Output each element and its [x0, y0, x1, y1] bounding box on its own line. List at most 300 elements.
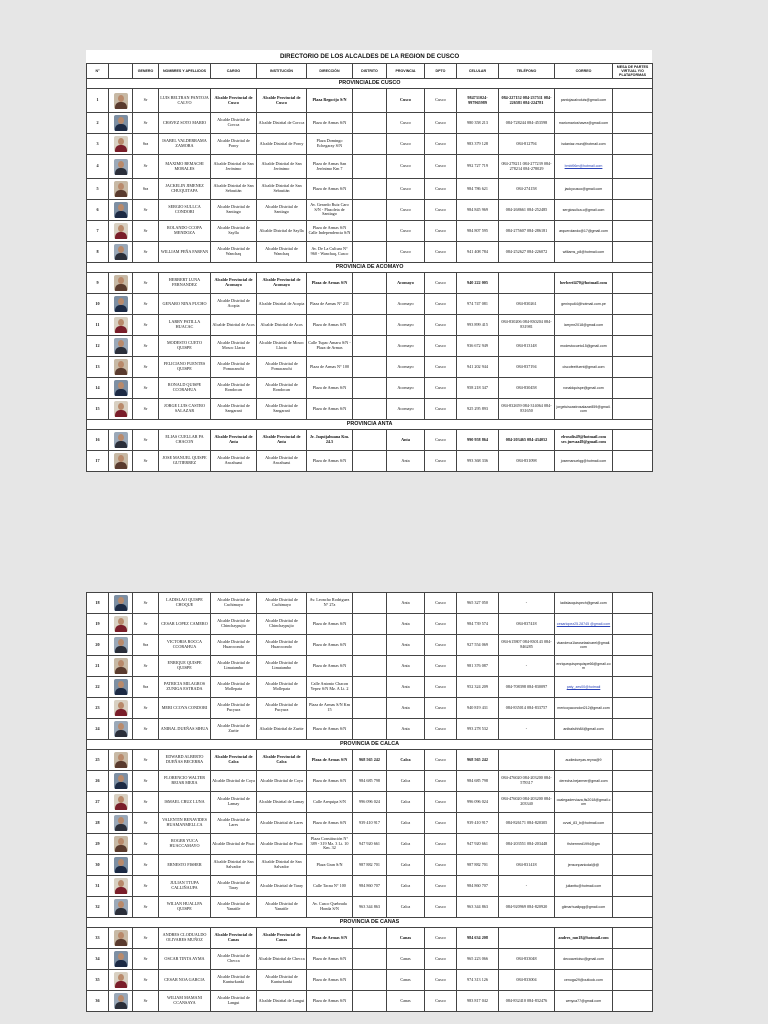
virtual-desk [613, 750, 653, 771]
mayor-photo [114, 453, 128, 469]
virtual-desk [613, 134, 653, 155]
department: Cusco [425, 399, 457, 420]
column-header: DISTRITO [353, 64, 387, 79]
institution: Alcalde Distrital de Pucyura [257, 698, 307, 719]
table-row [87, 134, 653, 155]
district [353, 179, 387, 200]
full-name: SERGIO SULLCA CONDORI [159, 200, 211, 221]
district [353, 221, 387, 242]
institution: Alcalde Provincial de Calca [257, 750, 307, 771]
district [353, 719, 387, 740]
address: Plaza de Armas S/N [307, 399, 353, 420]
gender: Sr [133, 155, 159, 179]
mobile: 974 747 081 [457, 294, 499, 315]
email: josemanuelqg@hotmail.com [555, 451, 613, 472]
row-number: 16 [87, 430, 109, 451]
table-row [87, 771, 653, 792]
position: Alcalde Distrital de Pucyura [211, 698, 257, 719]
photo-cell [109, 614, 133, 635]
district: 963 344 863 [353, 897, 387, 918]
full-name: WILIAM MAMANI CCANSAYA [159, 991, 211, 1012]
address: Av. De La Cultura N° 960 - Wanchaq, Cusco [307, 242, 353, 263]
column-header: INSTITUCIÓN [257, 64, 307, 79]
address: Plaza de Armas S/N [307, 451, 353, 472]
table-row [87, 451, 653, 472]
district [353, 89, 387, 113]
address: Plaza Gran S/N [307, 855, 353, 876]
email: arquerolando@17@gmail.com [555, 221, 613, 242]
row-number: 13 [87, 357, 109, 378]
district [353, 113, 387, 134]
phone: 084-832659 084-314064 084-831650 [499, 399, 555, 420]
photo-cell [109, 970, 133, 991]
province-header [87, 918, 653, 928]
position: Alcalde Distrital de Checca [211, 949, 257, 970]
column-header: NOMBRES Y APELLIDOS [159, 64, 211, 79]
photo-cell [109, 242, 133, 263]
phone: 084-476020 084-203200 084-203340 [499, 792, 555, 813]
email: cenoga29@outlook.com [555, 970, 613, 991]
table-row [87, 750, 653, 771]
institution: Alcalde Distrital de Ancahuasi [257, 451, 307, 472]
province: Acomayo [387, 315, 425, 336]
column-header [109, 64, 133, 79]
phone: 084-278211 084-277239 084-278214 084-278029 [499, 155, 555, 179]
province: Canas [387, 970, 425, 991]
position: Alcalde Distrital de Corcca [211, 113, 257, 134]
department: Cusco [425, 294, 457, 315]
column-header: DPTO [425, 64, 457, 79]
email: audiedueyas.reyna@9 [555, 750, 613, 771]
institution: Alcalde Distrital de Santiago [257, 200, 307, 221]
gender: Sr [133, 698, 159, 719]
virtual-desk [613, 876, 653, 897]
table-row [87, 813, 653, 834]
photo-cell [109, 991, 133, 1012]
phone: 084-252627 084-226072 [499, 242, 555, 263]
table-row [87, 89, 653, 113]
department: Cusco [425, 750, 457, 771]
institution: Alcalde Distrital de Saylla [257, 221, 307, 242]
gender: Sra [133, 677, 159, 698]
table-row [87, 970, 653, 991]
phone [499, 750, 555, 771]
gender: Sr [133, 430, 159, 451]
phone: 084-831098 [499, 451, 555, 472]
district [353, 677, 387, 698]
email: herbertl470@hotmail.com [555, 273, 613, 294]
institution: Alcalde Provincial de Canas [257, 928, 307, 949]
table-row [87, 336, 653, 357]
photo-cell [109, 273, 133, 294]
institution: Alcalde Distrital de Mollepata [257, 677, 307, 698]
department: Cusco [425, 656, 457, 677]
full-name: ISABEL VALDERRAMA ZAMORA [159, 134, 211, 155]
virtual-desk [613, 273, 653, 294]
position: Alcalde Distrital de Mosoc Llacta [211, 336, 257, 357]
province: Calca [387, 897, 425, 918]
gender: Sr [133, 89, 159, 113]
phone: 084-615807 084-830143 084-846285 [499, 635, 555, 656]
position: Alcalde Provincial de Canas [211, 928, 257, 949]
email: sergiosullca.c@gmail.com [555, 200, 613, 221]
phone: 084-274158 [499, 179, 555, 200]
full-name: GENARO NINA PUCHO [159, 294, 211, 315]
district [353, 949, 387, 970]
email: ocalegaderviaza,fis2018@gmail.com [555, 792, 613, 813]
table-row [87, 949, 653, 970]
province: Cusco [387, 155, 425, 179]
position: Alcalde Provincial de Calca [211, 750, 257, 771]
gender: Sra [133, 134, 159, 155]
institution: Alcalde Distrital de Huarocondo [257, 635, 307, 656]
mobile: 941 202 944 [457, 357, 499, 378]
address: Plaza de Armas S/N [307, 719, 353, 740]
mobile: 925 295 893 [457, 399, 499, 420]
address: Plaza de Armas N° 100 [307, 357, 353, 378]
position: Alcalde Distrital de Ancahuasi [211, 451, 257, 472]
photo-cell [109, 876, 133, 897]
department: Cusco [425, 593, 457, 614]
department: Cusco [425, 855, 457, 876]
department: Cusco [425, 635, 457, 656]
province: Anta [387, 698, 425, 719]
province-name: PROVINCIA DE CALCA [87, 740, 653, 750]
full-name: JORGE LUIS CASTRO SALAZAR [159, 399, 211, 420]
row-number: 15 [87, 399, 109, 420]
phone: 084-830458 [499, 378, 555, 399]
district [353, 242, 387, 263]
row-number: 22 [87, 677, 109, 698]
virtual-desk [613, 200, 653, 221]
directory-page-1 [86, 50, 652, 472]
district [353, 357, 387, 378]
gender: Sr [133, 719, 159, 740]
table-row [87, 698, 653, 719]
department: Cusco [425, 677, 457, 698]
phone: 084-268661 084-252485 [499, 200, 555, 221]
province: Calca [387, 834, 425, 855]
full-name: ISMAEL CRUZ LUNA [159, 792, 211, 813]
position: Alcalde Distrital de San Salvador [211, 855, 257, 876]
email[interactable]: cesarlopez25.28745 @gmail.com [555, 614, 613, 635]
column-header: DIRECCIÓN [307, 64, 353, 79]
address: Plaza de Armas S/N [307, 991, 353, 1012]
province: Acomayo [387, 336, 425, 357]
full-name: MERI CCOYA CONDORI [159, 698, 211, 719]
virtual-desk [613, 89, 653, 113]
phone: 084-837418 [499, 614, 555, 635]
address: Calle Tacna N° 100 [307, 876, 353, 897]
department: Cusco [425, 991, 457, 1012]
email: ladislaoquispech@gmail.com [555, 593, 613, 614]
phone: 084-830261 [499, 294, 555, 315]
email[interactable]: bmbl96m@hotmail.com [555, 155, 613, 179]
address: Plaza de Armas S/N [307, 315, 353, 336]
province: Anta [387, 430, 425, 451]
province: Cusco [387, 242, 425, 263]
photo-cell [109, 155, 133, 179]
row-number: 34 [87, 949, 109, 970]
province: Cusco [387, 200, 425, 221]
table-row [87, 113, 653, 134]
virtual-desk [613, 991, 653, 1012]
address: Calle Antonio Chacon Yepez S/N Mz. A Lt. 2 [307, 677, 353, 698]
email[interactable]: paty_zes00@hotmail [555, 677, 613, 698]
photo-cell [109, 294, 133, 315]
full-name: ERNESTO FISHER [159, 855, 211, 876]
virtual-desk [613, 155, 653, 179]
mayor-photo [114, 815, 128, 831]
photo-cell [109, 771, 133, 792]
mobile: 993 278 532 [457, 719, 499, 740]
position: Alcalde Distrital de Langui [211, 991, 257, 1012]
row-number: 23 [87, 698, 109, 719]
district [353, 593, 387, 614]
photo-cell [109, 928, 133, 949]
position: Alcalde Distrital de Acos [211, 315, 257, 336]
table-row [87, 179, 653, 200]
row-number: 36 [87, 991, 109, 1012]
position: Alcalde Distrital de Cachimayo [211, 593, 257, 614]
position: Alcalde Distrital de Huarocondo [211, 635, 257, 656]
mayor-photo [114, 338, 128, 354]
position: Alcalde Provincial de Anta [211, 430, 257, 451]
address: Plaza de Armas S/N [307, 771, 353, 792]
virtual-desk [613, 949, 653, 970]
phone: 084-728244 084-453598 [499, 113, 555, 134]
mobile: 936 672 949 [457, 336, 499, 357]
department: Cusco [425, 451, 457, 472]
province-name: PROVINCIA DE CANAS [87, 918, 653, 928]
district [353, 451, 387, 472]
department: Cusco [425, 221, 457, 242]
position: Alcalde Distrital de Pomacanchi [211, 357, 257, 378]
mobile: 992 727 719 [457, 155, 499, 179]
virtual-desk [613, 221, 653, 242]
gender: Sr [133, 399, 159, 420]
full-name: VALENTIN BENAVIDES HUAMANMELLCA [159, 813, 211, 834]
department: Cusco [425, 614, 457, 635]
mobile: 981 376 087 [457, 656, 499, 677]
address: Jr. Jaquijahuana Km. 24.5 [307, 430, 353, 451]
gender: Sr [133, 834, 159, 855]
email: jensonpanicdal@@ [555, 855, 613, 876]
row-number: 25 [87, 750, 109, 771]
district: 987 882 701 [353, 855, 387, 876]
institution: Alcalde Distrital de Zurite [257, 719, 307, 740]
address: Plaza Domingo Echegaray S/N [307, 134, 353, 155]
full-name: OSCAR TINTA AYMA [159, 949, 211, 970]
virtual-desk [613, 719, 653, 740]
full-name: LARRY PATILLA HUACAC [159, 315, 211, 336]
mobile: 984 634 208 [457, 928, 499, 949]
virtual-desk [613, 179, 653, 200]
table-row [87, 792, 653, 813]
gender: Sr [133, 593, 159, 614]
photo-cell [109, 451, 133, 472]
mobile: 984731024-997965989 [457, 89, 499, 113]
gender: Sr [133, 113, 159, 134]
full-name: ANIBAL DUEÑAS SIHUA [159, 719, 211, 740]
mayor-photo [114, 93, 128, 109]
mayor-photo [114, 951, 128, 967]
photo-cell [109, 336, 133, 357]
full-name: MAXIMO BEMACHI MORALES [159, 155, 211, 179]
full-name: VICTORIA ROCCA CCORAHUA [159, 635, 211, 656]
row-number: 8 [87, 242, 109, 263]
department: Cusco [425, 315, 457, 336]
mayor-photo [114, 181, 128, 197]
column-header: MESA DE PARTES VIRTUAL Y/O PLATAFORMAS [613, 64, 653, 79]
position: Alcalde Distrital de San Sebastián [211, 179, 257, 200]
address: Plaza de Armas S/N [307, 614, 353, 635]
mobile: 990 958 864 [457, 430, 499, 451]
mobile: 958 218 347 [457, 378, 499, 399]
photo-cell [109, 656, 133, 677]
department: Cusco [425, 357, 457, 378]
email: vkandeva1laroselasivarel@gmail.com [555, 635, 613, 656]
gender: Sr [133, 315, 159, 336]
table-row [87, 928, 653, 949]
photo-cell [109, 635, 133, 656]
province-name: PROVINCIALDE CUSCO [87, 79, 653, 89]
institution: Alcalde Provincial de Anta [257, 430, 307, 451]
gender: Sr [133, 949, 159, 970]
gender: Sr [133, 242, 159, 263]
institution: Alcalde Distrital de Langui [257, 991, 307, 1012]
department: Cusco [425, 719, 457, 740]
address: Av. Cusco Quebrada Honda S/N [307, 897, 353, 918]
phone: 084-708398 084-830097 [499, 677, 555, 698]
gender: Sr [133, 200, 159, 221]
gender: Sr [133, 221, 159, 242]
gender: Sr [133, 357, 159, 378]
mayor-photo [114, 794, 128, 810]
department: Cusco [425, 771, 457, 792]
photo-cell [109, 200, 133, 221]
address: Av. Gerardo Ruiz Caro S/N - Plazoleta de Santiago [307, 200, 353, 221]
virtual-desk [613, 897, 653, 918]
table-row [87, 221, 653, 242]
row-number: 29 [87, 834, 109, 855]
full-name: HERBERT LUNA FERNANDEZ [159, 273, 211, 294]
district [353, 315, 387, 336]
directory-table-2 [86, 592, 653, 1012]
photo-cell [109, 399, 133, 420]
province: Anta [387, 677, 425, 698]
institution: Alcalde Distrital de Corcca [257, 113, 307, 134]
mobile: 984 685 798 [457, 771, 499, 792]
province: Canas [387, 928, 425, 949]
province-header [87, 420, 653, 430]
table-row [87, 273, 653, 294]
address: Plaza de Armas S/N [307, 970, 353, 991]
table-row [87, 677, 653, 698]
table-row [87, 991, 653, 1012]
phone: 084-275607 084-286181 [499, 221, 555, 242]
mobile: 984 786 621 [457, 179, 499, 200]
mayor-photo [114, 595, 128, 611]
full-name: LUIS BELTRAN PANTOJA CALVO [159, 89, 211, 113]
province: Calca [387, 813, 425, 834]
district [353, 336, 387, 357]
full-name: MODESTO CUETO QUISPE [159, 336, 211, 357]
email: larrymr2018@gmail.com [555, 315, 613, 336]
department: Cusco [425, 273, 457, 294]
virtual-desk [613, 294, 653, 315]
position: Alcalde Distrital de Coya [211, 771, 257, 792]
institution: Alcalde Distrital de Pisac [257, 834, 307, 855]
district [353, 970, 387, 991]
phone: 084-832410 084-832476 [499, 991, 555, 1012]
row-number: 20 [87, 635, 109, 656]
phone: 084-833048 [499, 949, 555, 970]
photo-cell [109, 357, 133, 378]
province: Anta [387, 656, 425, 677]
department: Cusco [425, 897, 457, 918]
institution: Alcalde Distrital de Cachimayo [257, 593, 307, 614]
full-name: EDWARD ALBERTO DUEÑAS BECERRA [159, 750, 211, 771]
photo-cell [109, 750, 133, 771]
page-title: DIRECTORIO DE LOS ALCALDES DE LA REGION DE CUSCO [279, 52, 460, 60]
province: Canas [387, 949, 425, 970]
table-row [87, 593, 653, 614]
district: 939 410 917 [353, 813, 387, 834]
address: Plaza de Armas S/N [307, 928, 353, 949]
mayor-photo [114, 993, 128, 1009]
photo-cell [109, 89, 133, 113]
row-number: 19 [87, 614, 109, 635]
row-number: 10 [87, 294, 109, 315]
table-row [87, 855, 653, 876]
province: Anta [387, 635, 425, 656]
gender: Sr [133, 970, 159, 991]
photo-cell [109, 792, 133, 813]
table-row [87, 242, 653, 263]
table-row [87, 155, 653, 179]
institution: Alcalde Distrital de San Salvador [257, 855, 307, 876]
full-name: JACKELIN JIMENEZ CHUQUITAPA [159, 179, 211, 200]
table-row [87, 399, 653, 420]
institution: Alcalde Distrital de Taray [257, 876, 307, 897]
virtual-desk [613, 855, 653, 876]
row-number: 31 [87, 876, 109, 897]
gender: Sr [133, 928, 159, 949]
mayor-photo [114, 899, 128, 915]
province: Anta [387, 719, 425, 740]
email: enriquequispequispe66@gmail.com [555, 656, 613, 677]
email: gilmarhuallpqg@gmail.com [555, 897, 613, 918]
table-row [87, 378, 653, 399]
province: Acomayo [387, 294, 425, 315]
photo-cell [109, 134, 133, 155]
row-number: 32 [87, 897, 109, 918]
full-name: ROLANDO CCOPA MENDOZA [159, 221, 211, 242]
email: anibalsihh84@gmail.com [555, 719, 613, 740]
position: Alcalde Distrital de Mollepata [211, 677, 257, 698]
mayor-photo [114, 972, 128, 988]
mayor-photo [114, 857, 128, 873]
mobile: 940 222 005 [457, 273, 499, 294]
phone: - [499, 656, 555, 677]
address: Plaza Constitución N° 389 - 319 Mz. 3 Lt. 10 Km. 32 [307, 834, 353, 855]
row-number: 1 [87, 89, 109, 113]
province: Cusco [387, 179, 425, 200]
email: pantojacalvoluis@gmail.com [555, 89, 613, 113]
position: Alcalde Distrital de Sangarará [211, 399, 257, 420]
column-header: TELÉFONO [499, 64, 555, 79]
